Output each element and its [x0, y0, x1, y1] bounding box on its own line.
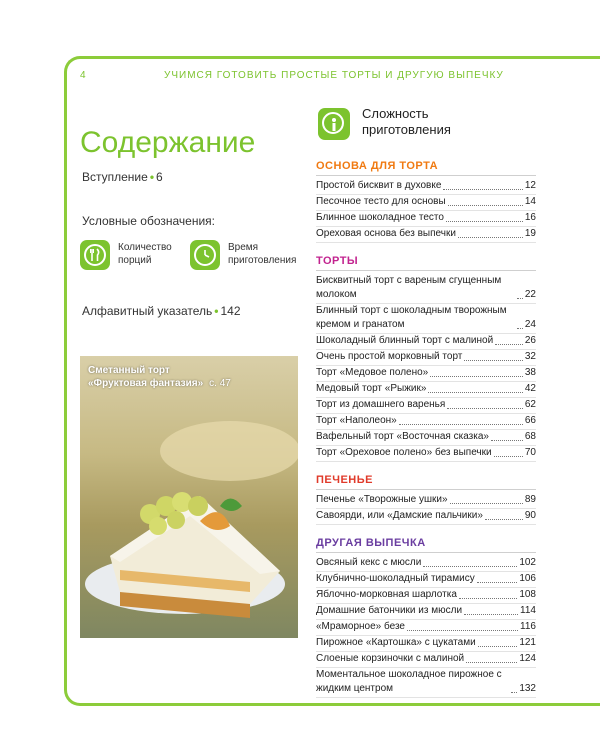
- leader-dots: [428, 392, 522, 393]
- leader-dots: [477, 582, 518, 583]
- entry-title: Простой бисквит в духовке: [316, 180, 442, 191]
- entry-title: Пирожное «Картошка» с цукатами: [316, 637, 476, 648]
- entry-page: 32: [524, 351, 536, 362]
- entry-page: 102: [519, 557, 536, 568]
- leader-dots: [459, 598, 517, 599]
- toc-section-other: [316, 537, 536, 698]
- leader-dots: [494, 456, 523, 457]
- toc-entry[interactable]: [316, 430, 536, 446]
- entry-title: Блинное шоколадное тесто: [316, 212, 444, 223]
- entry-title: Овсяный кекс с мюсли: [316, 557, 422, 568]
- legend-title: Условные обозначения:: [82, 214, 215, 228]
- photo-caption-page: с. 47: [209, 378, 231, 389]
- entry-page: 16: [524, 212, 536, 223]
- toc-entry[interactable]: [316, 572, 536, 588]
- entry-title: Домашние батончики из мюсли: [316, 605, 463, 616]
- cake-photo: [80, 356, 298, 638]
- toc-entry[interactable]: [316, 636, 536, 652]
- leader-dots: [450, 503, 523, 504]
- toc-entry[interactable]: [316, 668, 536, 698]
- entry-title: Слоеные корзиночки с малиной: [316, 653, 465, 664]
- leader-dots: [447, 408, 523, 409]
- bullet-dot: •: [214, 304, 219, 318]
- entry-title: Савоярди, или «Дамские пальчики»: [316, 510, 483, 521]
- leader-dots: [430, 376, 523, 377]
- intro-page: 6: [156, 170, 163, 184]
- intro-label: Вступление: [82, 170, 148, 184]
- entry-title: Торт «Наполеон»: [316, 415, 397, 426]
- entry-page: 114: [520, 605, 536, 616]
- toc-entry[interactable]: [316, 398, 536, 414]
- running-head: [80, 70, 560, 84]
- leader-dots: [423, 566, 517, 567]
- legend-servings: [80, 240, 180, 274]
- photo-caption[interactable]: [88, 364, 288, 390]
- photo-caption-title: Сметанный торт: [88, 365, 170, 376]
- running-title: УЧИМСЯ ГОТОВИТЬ ПРОСТЫЕ ТОРТЫ И ДРУГУЮ ВЫПЕЧКУ: [164, 70, 504, 81]
- entry-title: Торт «Ореховое полено» без выпечки: [316, 447, 492, 458]
- leader-dots: [446, 221, 523, 222]
- entry-page: 14: [524, 196, 536, 207]
- toc-entry[interactable]: [316, 195, 536, 211]
- fork-knife-icon: [80, 240, 110, 270]
- index-label: Алфавитный указатель: [82, 304, 213, 318]
- leader-dots: [399, 424, 523, 425]
- leader-dots: [491, 440, 523, 441]
- toc-entry[interactable]: [316, 509, 536, 525]
- entry-title: Яблочно-морковная шарлотка: [316, 589, 457, 600]
- toc-entry[interactable]: [316, 211, 536, 227]
- entry-page: 106: [519, 573, 536, 584]
- entry-title: Вафельный торт «Восточная сказка»: [316, 431, 489, 442]
- entry-page: 38: [524, 367, 536, 378]
- index-link[interactable]: [82, 304, 241, 318]
- entry-title: Торт «Медовое полено»: [316, 367, 429, 378]
- toc-entry[interactable]: [316, 604, 536, 620]
- toc-entry[interactable]: [316, 556, 536, 572]
- entry-page: 132: [519, 683, 536, 694]
- entry-page: 90: [524, 510, 536, 521]
- entry-title: Печенье «Творожные ушки»: [316, 494, 448, 505]
- leader-dots: [466, 662, 517, 663]
- leader-dots: [458, 237, 523, 238]
- table-of-contents: [316, 160, 536, 710]
- entry-title: Торт из домашнего варенья: [316, 399, 446, 410]
- toc-section-cookies: [316, 474, 536, 525]
- section-heading: ТОРТЫ: [316, 255, 536, 271]
- index-page: 142: [220, 304, 241, 318]
- entry-title: Блинный торт с шоколадным творожным кремом и гранатом: [316, 305, 507, 330]
- toc-entry[interactable]: [316, 588, 536, 604]
- difficulty-text: Сложность приготовления: [362, 106, 451, 137]
- section-heading: ОСНОВА ДЛЯ ТОРТА: [316, 160, 536, 176]
- page-title: Содержание: [80, 126, 256, 159]
- entry-title: Шоколадный блинный торт с малиной: [316, 335, 494, 346]
- entry-page: 124: [519, 653, 536, 664]
- legend-time-text: Время приготовления: [228, 242, 297, 266]
- page-number: 4: [80, 70, 87, 81]
- entry-page: 24: [524, 319, 536, 330]
- entry-title: Песочное тесто для основы: [316, 196, 446, 207]
- entry-page: 116: [520, 621, 536, 632]
- difficulty-row: [318, 106, 518, 146]
- entry-page: 89: [524, 494, 536, 505]
- toc-entry[interactable]: [316, 366, 536, 382]
- entry-page: 42: [524, 383, 536, 394]
- entry-page: 19: [524, 228, 536, 239]
- entry-title: Бисквитный торт с вареным сгущенным молоком: [316, 275, 502, 300]
- toc-section-cakes: [316, 255, 536, 462]
- toc-entry[interactable]: [316, 382, 536, 398]
- entry-page: 68: [524, 431, 536, 442]
- leader-dots: [495, 344, 523, 345]
- entry-page: 12: [524, 180, 536, 191]
- toc-entry[interactable]: [316, 493, 536, 509]
- toc-section-base: [316, 160, 536, 243]
- entry-page: 121: [519, 637, 536, 648]
- leader-dots: [517, 298, 523, 299]
- entry-title: Моментальное шоколадное пирожное с жидким центром: [316, 669, 502, 694]
- entry-page: 70: [524, 447, 536, 458]
- bullet-dot: •: [149, 170, 155, 184]
- photo-caption-subtitle: «Фруктовая фантазия»: [88, 378, 204, 389]
- entry-title: Очень простой морковный торт: [316, 351, 463, 362]
- toc-entry[interactable]: [316, 652, 536, 668]
- legend-time: [190, 240, 300, 274]
- leader-dots: [407, 630, 518, 631]
- toc-entry[interactable]: [316, 274, 536, 304]
- leader-dots: [464, 360, 522, 361]
- toc-entry[interactable]: [316, 350, 536, 366]
- toc-entry[interactable]: [316, 446, 536, 462]
- toc-entry[interactable]: [316, 179, 536, 195]
- entry-page: 26: [524, 335, 536, 346]
- toc-entry[interactable]: [316, 304, 536, 334]
- toc-entry[interactable]: [316, 414, 536, 430]
- leader-dots: [478, 646, 518, 647]
- leader-dots: [443, 189, 522, 190]
- intro-link[interactable]: [82, 170, 163, 184]
- entry-page: 22: [524, 289, 536, 300]
- entry-page: 108: [519, 589, 536, 600]
- entry-title: Ореховая основа без выпечки: [316, 228, 456, 239]
- entry-title: Клубнично-шоколадный тирамису: [316, 573, 475, 584]
- leader-dots: [485, 519, 523, 520]
- toc-entry[interactable]: [316, 620, 536, 636]
- chef-icon: [318, 108, 350, 140]
- entry-title: «Мраморное» безе: [316, 621, 405, 632]
- leader-dots: [511, 692, 517, 693]
- entry-page: 66: [524, 415, 536, 426]
- toc-entry[interactable]: [316, 334, 536, 350]
- legend-servings-text: Количество порций: [118, 242, 172, 266]
- section-heading: ДРУГАЯ ВЫПЕЧКА: [316, 537, 536, 553]
- clock-icon: [190, 240, 220, 270]
- leader-dots: [517, 328, 523, 329]
- section-heading: ПЕЧЕНЬЕ: [316, 474, 536, 490]
- leader-dots: [464, 614, 518, 615]
- leader-dots: [448, 205, 523, 206]
- entry-title: Медовый торт «Рыжик»: [316, 383, 427, 394]
- entry-page: 62: [524, 399, 536, 410]
- toc-entry[interactable]: [316, 227, 536, 243]
